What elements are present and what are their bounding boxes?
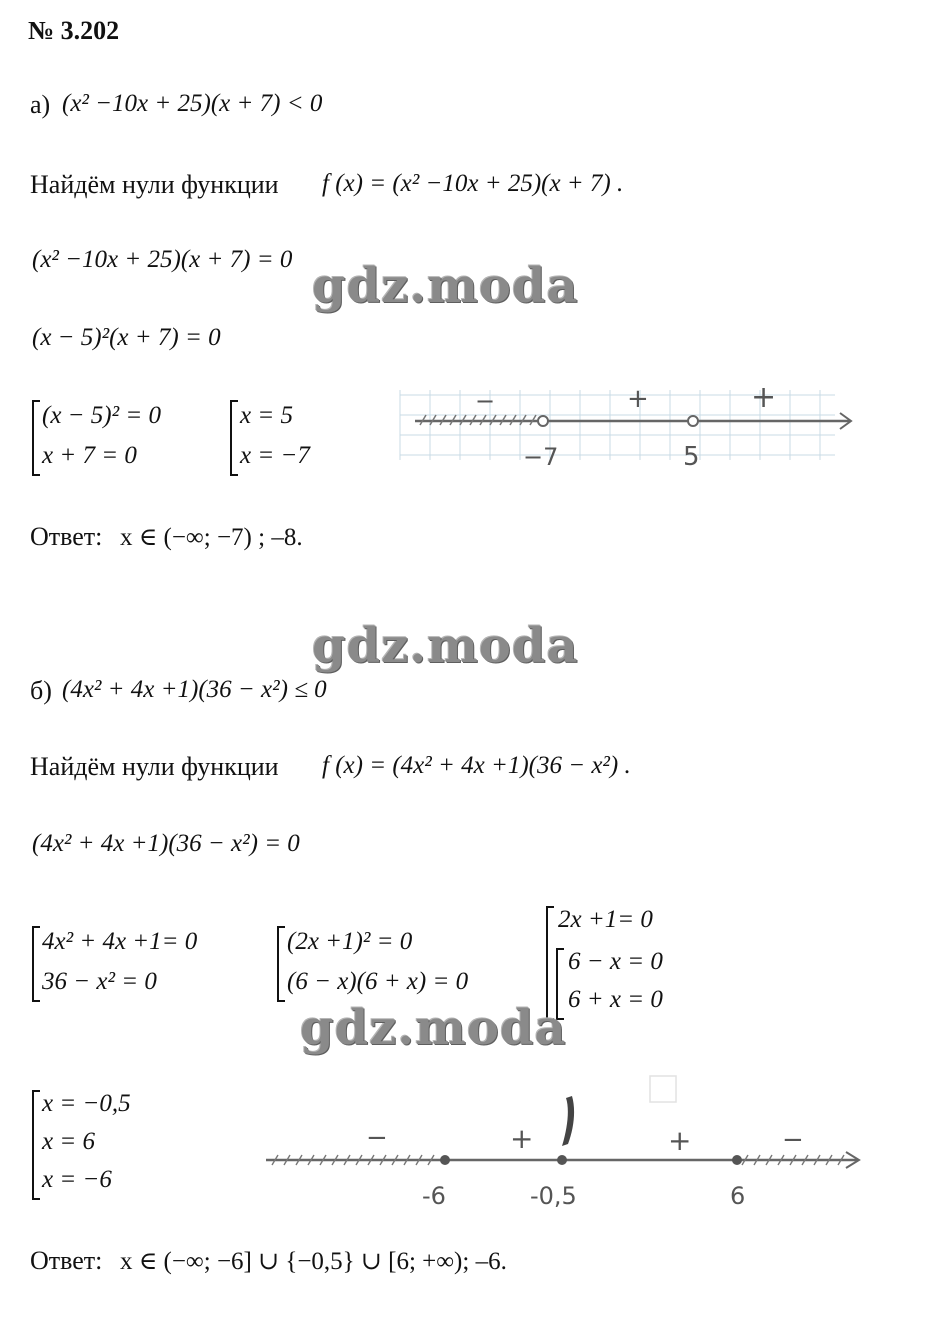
part-b-system3-line1: 2x +1= 0 xyxy=(558,906,653,933)
point-label: -6 xyxy=(422,1182,446,1210)
part-a-zeros-intro: Найдём нули функции xyxy=(30,170,279,199)
point-label: 6 xyxy=(730,1182,746,1210)
page-title: № 3.202 xyxy=(28,16,120,45)
part-a-label: а) xyxy=(30,90,51,119)
part-b-system2-line2: (6 − x)(6 + x) = 0 xyxy=(287,968,469,995)
point-label: -0,5 xyxy=(530,1182,577,1210)
part-b-equation1: (4x² + 4x +1)(36 − x²) = 0 xyxy=(32,830,300,857)
pen-mark xyxy=(562,1096,574,1146)
sign-label: + xyxy=(668,1124,692,1157)
sign-label: − xyxy=(782,1125,804,1155)
filled-point xyxy=(557,1155,567,1165)
part-a-answer-label: Ответ: xyxy=(30,522,103,551)
system-bracket xyxy=(32,926,40,1002)
part-b-number-line xyxy=(262,1070,872,1220)
part-b-inequality: (4x² + 4x +1)(36 − x²) ≤ 0 xyxy=(62,676,327,703)
sign-label: + xyxy=(627,384,649,414)
part-b-answer: x ∈ (−∞; −6] ∪ {−0,5} ∪ [6; +∞); –6. xyxy=(120,1248,507,1275)
part-a-equation2: (x − 5)²(x + 7) = 0 xyxy=(32,324,221,351)
part-a-equation1: (x² −10x + 25)(x + 7) = 0 xyxy=(32,246,293,273)
part-b-solution2: x = 6 xyxy=(42,1128,95,1155)
system-bracket xyxy=(277,926,285,1002)
part-b-system3-line2: 6 − x = 0 xyxy=(568,948,663,975)
part-b-function-def: f (x) = (4x² + 4x +1)(36 − x²) . xyxy=(322,752,631,779)
filled-point xyxy=(732,1155,742,1165)
part-b-system1-line1: 4x² + 4x +1= 0 xyxy=(42,928,198,955)
part-b-solution1: x = −0,5 xyxy=(42,1090,131,1117)
part-b-system1-line2: 36 − x² = 0 xyxy=(42,968,157,995)
filled-point xyxy=(440,1155,450,1165)
part-a-number-line xyxy=(395,375,865,485)
part-a-inequality: (x² −10x + 25)(x + 7) < 0 xyxy=(62,90,323,117)
watermark: gdz.moda xyxy=(300,1000,567,1056)
part-a-system2-line1: x = 5 xyxy=(240,402,293,429)
sign-label: + xyxy=(510,1122,534,1155)
part-b-system2-line1: (2x +1)² = 0 xyxy=(287,928,413,955)
watermark: gdz.moda xyxy=(312,618,579,674)
part-a-system1-line1: (x − 5)² = 0 xyxy=(42,402,161,429)
point-label: −7 xyxy=(523,443,559,471)
point-label: 5 xyxy=(683,442,700,472)
sign-label: − xyxy=(366,1123,388,1153)
sign-label: + xyxy=(751,380,777,415)
part-a-system2-line2: x = −7 xyxy=(240,442,310,469)
system-bracket xyxy=(32,400,40,476)
watermark: gdz.moda xyxy=(312,258,579,314)
part-b-answer-label: Ответ: xyxy=(30,1246,103,1275)
system-bracket xyxy=(32,1090,40,1200)
open-point xyxy=(538,416,548,426)
part-b-solution3: x = −6 xyxy=(42,1166,112,1193)
system-bracket xyxy=(230,400,238,476)
part-b-label: б) xyxy=(30,676,52,705)
sign-label: − xyxy=(475,387,496,415)
part-a-system1-line2: x + 7 = 0 xyxy=(42,442,137,469)
part-a-answer: x ∈ (−∞; −7) ; –8. xyxy=(120,524,303,551)
part-b-zeros-intro: Найдём нули функции xyxy=(30,752,279,781)
part-a-function-def: f (x) = (x² −10x + 25)(x + 7) . xyxy=(322,170,624,197)
open-point xyxy=(688,416,698,426)
part-b-system3-line3: 6 + x = 0 xyxy=(568,986,663,1013)
